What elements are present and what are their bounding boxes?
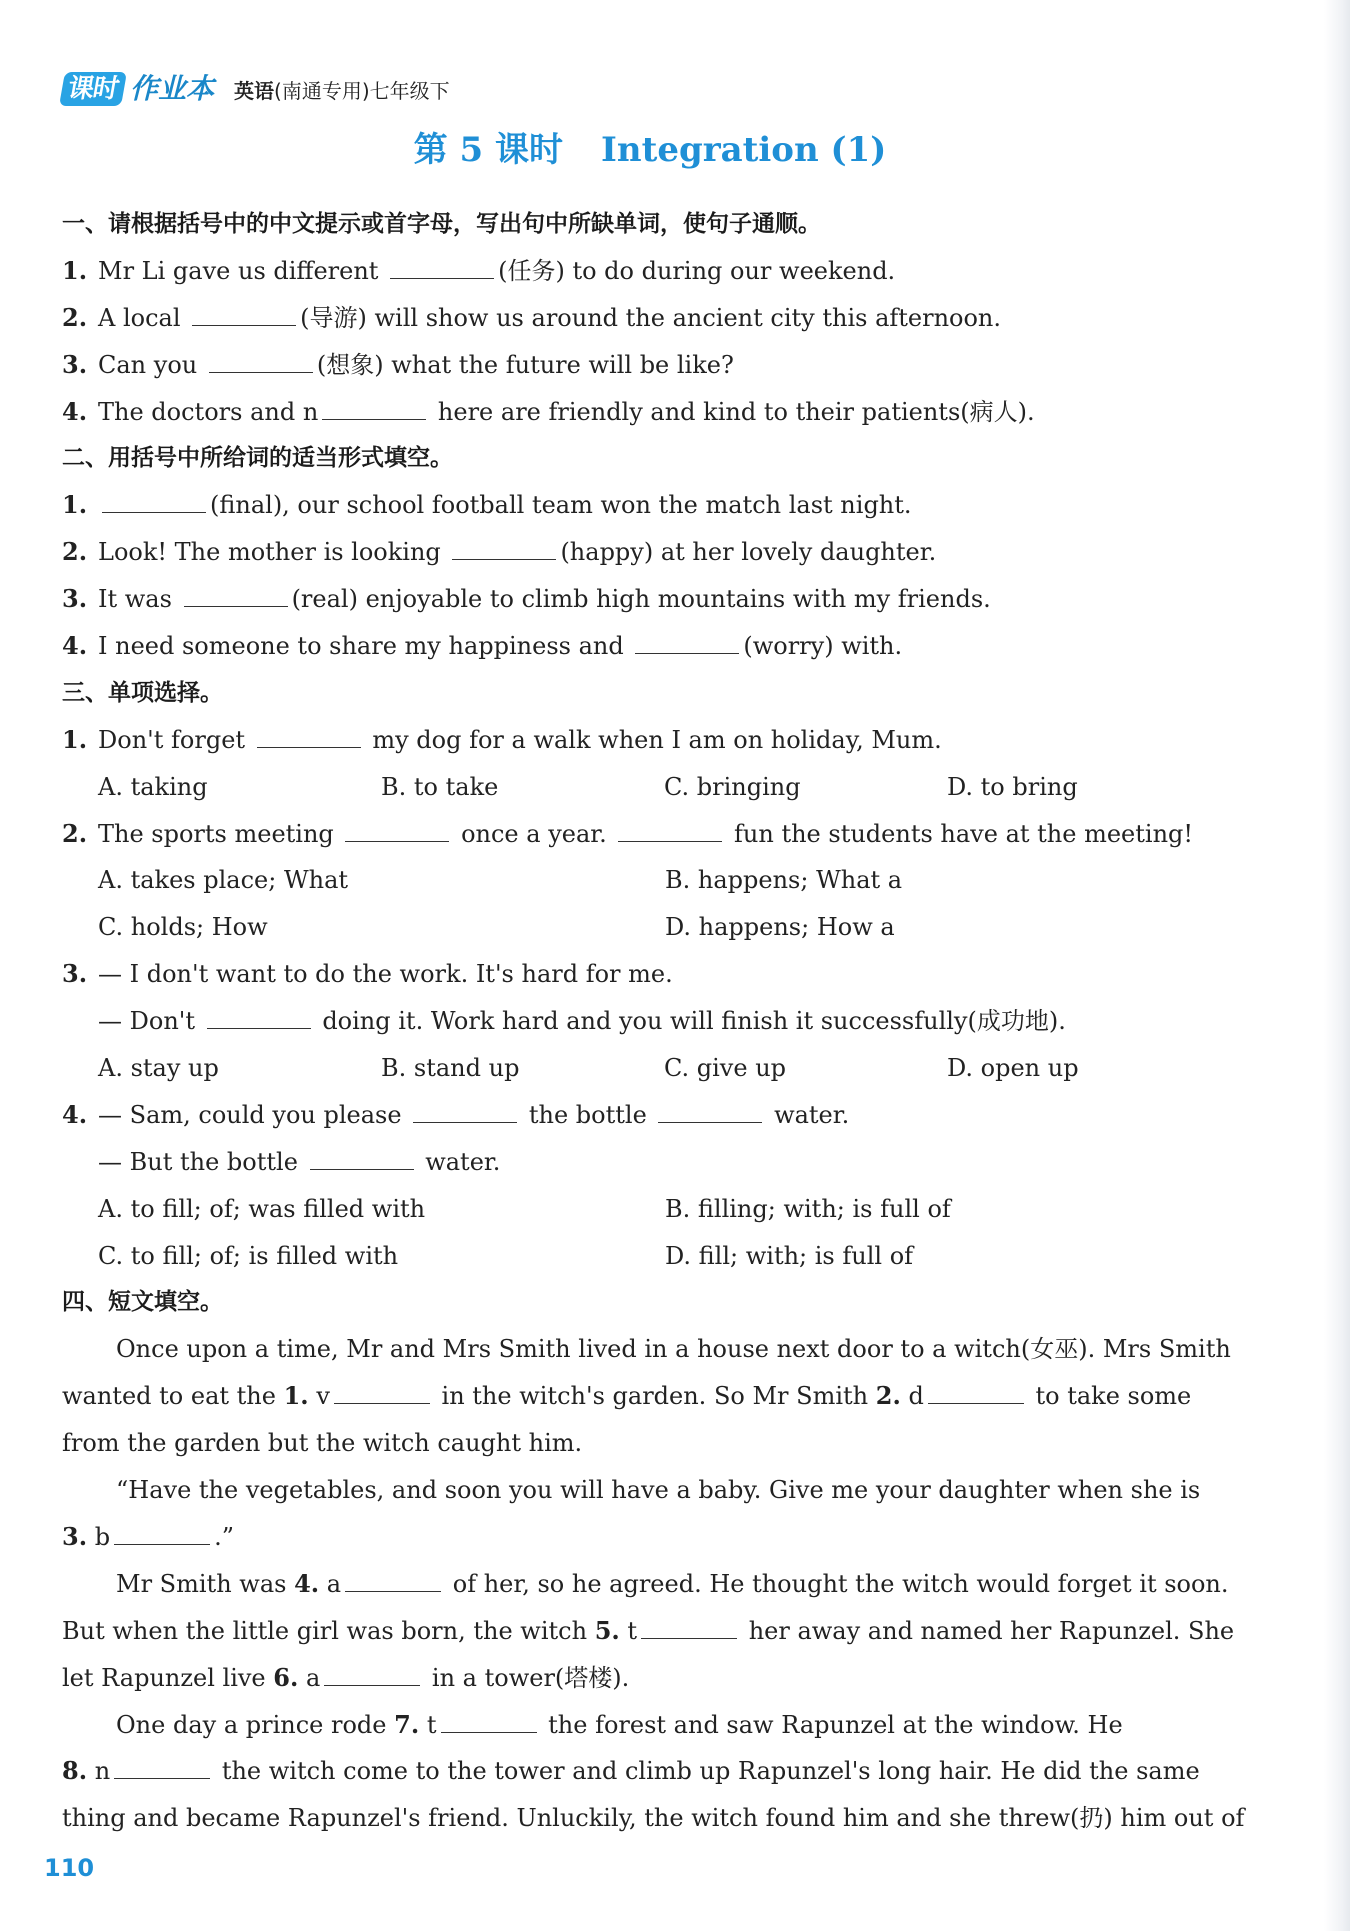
first-letter: d bbox=[908, 1382, 924, 1411]
passage-text: Mr Smith was bbox=[116, 1569, 287, 1598]
passage-line bbox=[62, 1514, 1242, 1561]
passage-text: in the witch's garden. So Mr Smith bbox=[441, 1382, 869, 1411]
blank-number: 8. bbox=[62, 1756, 88, 1786]
passage-line bbox=[62, 1608, 1242, 1655]
answer-blank[interactable] bbox=[257, 746, 361, 748]
book-subject bbox=[234, 76, 450, 106]
blank-number: 3. bbox=[62, 1521, 88, 1551]
answer-blank[interactable] bbox=[345, 1590, 441, 1592]
question-number: 4. bbox=[62, 631, 88, 661]
question-row bbox=[62, 1092, 1242, 1139]
question-text: (real) enjoyable to climb high mountains with my friends. bbox=[291, 585, 991, 614]
question-text: my dog for a walk when I am on holiday, Mum. bbox=[372, 725, 942, 754]
passage-text: .” bbox=[214, 1522, 234, 1551]
passage-text: to take some bbox=[1035, 1382, 1192, 1411]
option-d[interactable]: D. fill; with; is full of bbox=[665, 1241, 914, 1270]
passage-text: One day a prince rode bbox=[116, 1710, 387, 1739]
question-text: (worry) with. bbox=[743, 632, 903, 661]
page-number: 110 bbox=[44, 1854, 95, 1882]
question-text: A local bbox=[98, 303, 181, 332]
question-number: 2. bbox=[62, 818, 88, 848]
passage-line: Once upon a time, Mr and Mrs Smith lived in a house next door to a witch(女巫). Mrs Smith bbox=[116, 1335, 1231, 1364]
lesson-title bbox=[0, 126, 1300, 174]
passage-line bbox=[62, 1373, 1242, 1420]
first-letter: a bbox=[326, 1569, 342, 1598]
logo-badge: 课时 bbox=[59, 72, 127, 106]
passage-line: thing and became Rapunzel's friend. Unluckily, the witch found him and she threw(扔) him out of bbox=[62, 1804, 1245, 1833]
question-text: (想象) what the future will be like? bbox=[316, 350, 734, 379]
answer-blank[interactable] bbox=[322, 418, 426, 420]
passage-text: the witch come to the tower and climb up Rapunzel's long hair. He did the same bbox=[221, 1757, 1200, 1786]
passage-line bbox=[62, 1702, 1242, 1749]
question-number: 3. bbox=[62, 349, 88, 379]
section-2-heading: 二、用括号中所给词的适当形式填空。 bbox=[62, 445, 453, 472]
answer-blank[interactable] bbox=[207, 1027, 311, 1029]
question-text: (导游) will show us around the ancient city this afternoon. bbox=[300, 303, 1002, 332]
question-number: 4. bbox=[62, 1099, 88, 1129]
question-number: 4. bbox=[62, 396, 88, 426]
passage-text: let Rapunzel live bbox=[62, 1663, 266, 1692]
question-row bbox=[62, 576, 1242, 623]
question-text: (final), our school football team won the match last night. bbox=[210, 491, 912, 520]
question-number: 2. bbox=[62, 537, 88, 567]
question-text: Can you bbox=[98, 350, 198, 379]
option-b[interactable]: B. stand up bbox=[381, 1054, 520, 1083]
answer-blank[interactable] bbox=[390, 277, 494, 279]
passage-text: But when the little girl was born, the witch bbox=[62, 1616, 588, 1645]
options-row bbox=[62, 764, 1242, 811]
question-text: — Sam, could you please bbox=[98, 1100, 402, 1129]
options-row bbox=[62, 1045, 1242, 1092]
option-c[interactable]: C. give up bbox=[664, 1054, 787, 1083]
logo-text: 作业本 bbox=[130, 72, 215, 105]
answer-blank[interactable] bbox=[413, 1121, 517, 1123]
blank-number: 1. bbox=[283, 1381, 309, 1411]
question-text: Don't forget bbox=[98, 725, 246, 754]
question-text: (happy) at her lovely daughter. bbox=[560, 538, 937, 567]
option-c[interactable]: C. to fill; of; is filled with bbox=[98, 1241, 399, 1270]
option-b[interactable]: B. happens; What a bbox=[665, 866, 903, 895]
blank-number: 6. bbox=[273, 1662, 299, 1692]
answer-blank[interactable] bbox=[114, 1543, 210, 1545]
passage-line bbox=[62, 1561, 1242, 1608]
question-row bbox=[62, 717, 1242, 764]
question-text: The doctors and n bbox=[98, 397, 319, 426]
question-text: doing it. Work hard and you will finish it successfully(成功地). bbox=[322, 1007, 1066, 1036]
first-letter: v bbox=[316, 1382, 330, 1411]
question-row bbox=[62, 623, 1242, 670]
question-text: the bottle bbox=[528, 1100, 647, 1129]
question-text: — But the bottle bbox=[98, 1147, 298, 1176]
answer-blank[interactable] bbox=[114, 1777, 210, 1779]
passage-text: in a tower(塔楼). bbox=[431, 1663, 630, 1692]
answer-blank[interactable] bbox=[658, 1121, 762, 1123]
options-row bbox=[62, 857, 1242, 904]
question-number: 3. bbox=[62, 959, 88, 989]
question-text: — I don't want to do the work. It's hard for me. bbox=[98, 960, 673, 989]
lesson-number: 第 5 课时 bbox=[413, 130, 563, 170]
first-letter: t bbox=[627, 1616, 638, 1645]
option-a[interactable]: A. to fill; of; was filled with bbox=[98, 1194, 426, 1223]
answer-blank[interactable] bbox=[310, 1168, 414, 1170]
question-row bbox=[62, 295, 1242, 342]
option-b[interactable]: B. filling; with; is full of bbox=[665, 1194, 951, 1223]
question-text: — Don't bbox=[98, 1007, 196, 1036]
answer-blank[interactable] bbox=[209, 371, 313, 373]
blank-number: 2. bbox=[875, 1381, 901, 1411]
question-row bbox=[62, 811, 1242, 858]
first-letter: t bbox=[426, 1710, 437, 1739]
passage-line bbox=[62, 1655, 1242, 1702]
book-header bbox=[62, 66, 450, 106]
blank-number: 5. bbox=[594, 1615, 620, 1645]
question-row bbox=[62, 342, 1242, 389]
question-text: water. bbox=[425, 1147, 501, 1176]
section-4-heading: 四、短文填空。 bbox=[62, 1289, 223, 1316]
question-text: water. bbox=[774, 1100, 850, 1129]
first-letter: n bbox=[94, 1757, 111, 1786]
question-row bbox=[62, 248, 1242, 295]
option-a[interactable]: A. stay up bbox=[98, 1054, 219, 1083]
option-b[interactable]: B. to take bbox=[381, 772, 499, 801]
section-3-heading: 三、单项选择。 bbox=[62, 679, 223, 706]
lesson-topic: Integration (1) bbox=[600, 130, 887, 170]
answer-blank[interactable] bbox=[345, 840, 449, 842]
question-text: Look! The mother is looking bbox=[98, 538, 441, 567]
question-text: fun the students have at the meeting! bbox=[734, 819, 1194, 848]
question-row bbox=[62, 529, 1242, 576]
blank-number: 7. bbox=[394, 1709, 420, 1739]
options-row bbox=[62, 1186, 1242, 1233]
answer-blank[interactable] bbox=[641, 1637, 737, 1639]
answer-blank[interactable] bbox=[334, 1402, 430, 1404]
question-text: The sports meeting bbox=[98, 819, 334, 848]
option-d[interactable]: D. open up bbox=[947, 1054, 1079, 1083]
question-row bbox=[62, 389, 1242, 436]
answer-blank[interactable] bbox=[184, 605, 288, 607]
answer-blank[interactable] bbox=[102, 511, 206, 513]
passage-text: of her, so he agreed. He thought the witch would forget it soon. bbox=[452, 1569, 1229, 1598]
subject-name: 英语 bbox=[234, 79, 275, 103]
answer-blank[interactable] bbox=[441, 1731, 537, 1733]
question-row bbox=[62, 998, 1242, 1045]
passage-text: wanted to eat the bbox=[62, 1382, 276, 1411]
passage-text: her away and named her Rapunzel. She bbox=[748, 1616, 1235, 1645]
question-number: 2. bbox=[62, 302, 88, 332]
book-logo bbox=[62, 72, 214, 106]
option-a[interactable]: A. takes place; What bbox=[98, 866, 349, 895]
answer-blank[interactable] bbox=[928, 1402, 1024, 1404]
option-c[interactable]: C. bringing bbox=[664, 772, 801, 801]
question-row bbox=[62, 1139, 1242, 1186]
section-1-heading: 一、请根据括号中的中文提示或首字母，写出句中所缺单词，使句子通顺。 bbox=[62, 211, 821, 237]
page-edge-shadow bbox=[1324, 0, 1350, 1931]
question-text: here are friendly and kind to their patients(病人). bbox=[437, 397, 1035, 426]
blank-number: 4. bbox=[294, 1568, 320, 1598]
question-text: It was bbox=[98, 585, 172, 614]
question-text: I need someone to share my happiness and bbox=[98, 632, 624, 661]
worksheet-content bbox=[62, 201, 1245, 1842]
question-number: 3. bbox=[62, 584, 88, 614]
options-row bbox=[62, 1233, 1242, 1280]
answer-blank[interactable] bbox=[635, 652, 739, 654]
subject-detail: (南通专用)七年级下 bbox=[274, 79, 450, 103]
passage-line: from the garden but the witch caught him. bbox=[62, 1429, 583, 1458]
option-c[interactable]: C. holds; How bbox=[98, 913, 268, 942]
passage-line bbox=[62, 1748, 1242, 1795]
first-letter: b bbox=[94, 1522, 111, 1551]
option-d[interactable]: D. happens; How a bbox=[665, 913, 895, 942]
answer-blank[interactable] bbox=[192, 324, 296, 326]
question-row bbox=[62, 482, 1242, 529]
first-letter: a bbox=[305, 1663, 321, 1692]
option-d[interactable]: D. to bring bbox=[947, 772, 1078, 801]
question-number: 1. bbox=[62, 724, 88, 754]
question-text: once a year. bbox=[461, 819, 607, 848]
question-number: 1. bbox=[62, 255, 88, 285]
answer-blank[interactable] bbox=[618, 840, 722, 842]
question-row bbox=[62, 951, 1242, 998]
option-a[interactable]: A. taking bbox=[98, 772, 208, 801]
passage-line: “Have the vegetables, and soon you will have a baby. Give me your daughter when she is bbox=[116, 1476, 1201, 1505]
answer-blank[interactable] bbox=[324, 1684, 420, 1686]
question-text: Mr Li gave us different bbox=[98, 256, 379, 285]
passage-text: the forest and saw Rapunzel at the window. He bbox=[548, 1710, 1123, 1739]
question-text: (任务) to do during our weekend. bbox=[498, 256, 896, 285]
options-row bbox=[62, 904, 1242, 951]
answer-blank[interactable] bbox=[452, 558, 556, 560]
question-number: 1. bbox=[62, 490, 88, 520]
